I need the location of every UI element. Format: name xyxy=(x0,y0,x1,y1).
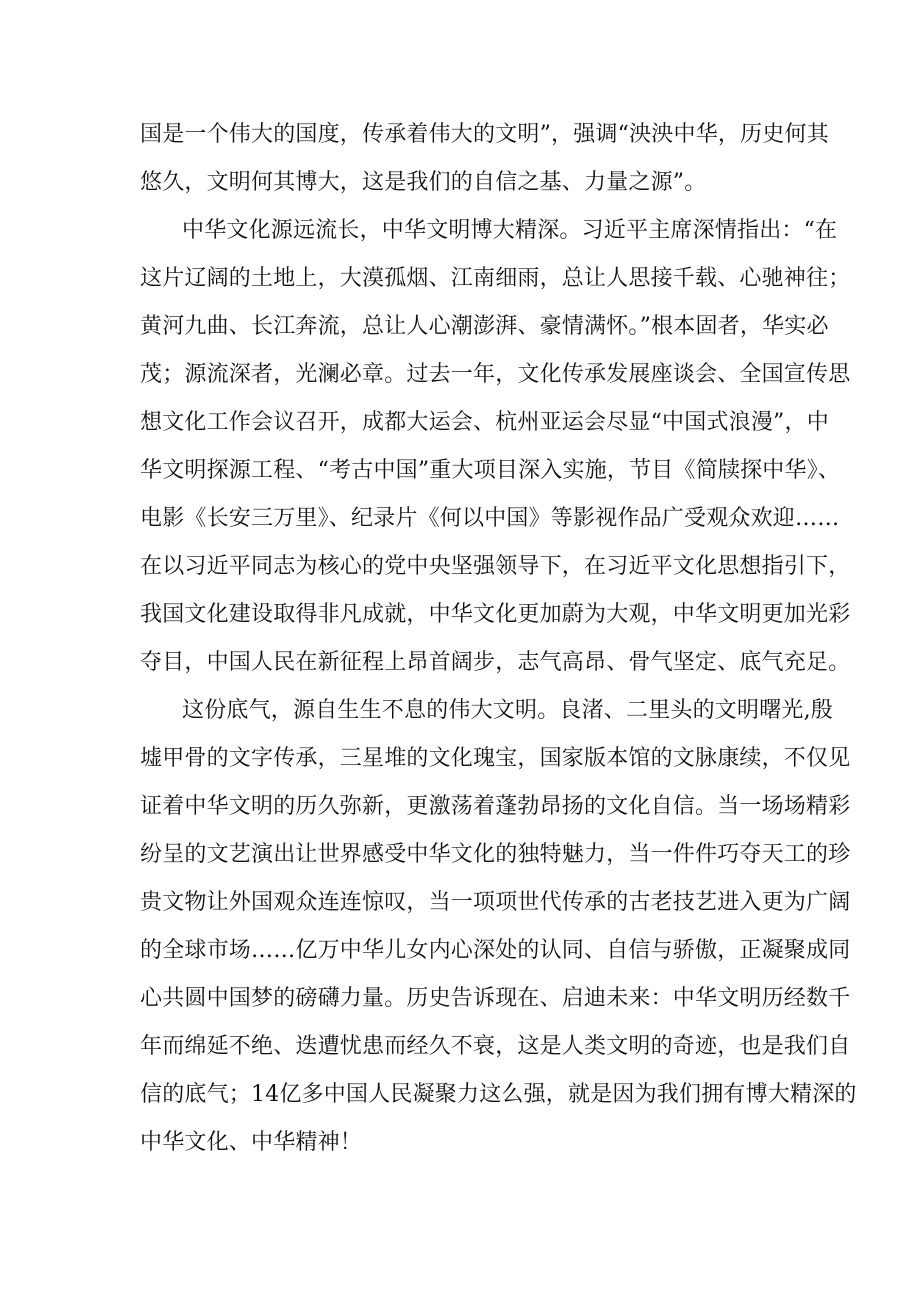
text-line: 电影《长安三万里》、纪录片《何以中国》等影视作品广受观众欢迎…… xyxy=(140,506,840,531)
text-line: 茂；源流深者，光澜必章。过去一年，文化传承发展座谈会、全国宣传思 xyxy=(140,362,851,387)
text-line: 华文明探源工程、“考古中国”重大项目深入实施，节目《简牍探中华》、 xyxy=(140,458,841,483)
text-line: 中华文化源远流长，中华文明博大精深。习近平主席深情指出：“在 xyxy=(182,218,838,243)
text-line: 我国文化建设取得非凡成就，中华文化更加蔚为大观，中华文明更加光彩 xyxy=(140,602,851,627)
text-line: 黄河九曲、长江奔流，总让人心潮澎湃、豪情满怀。”根本固者，华实必 xyxy=(140,314,829,339)
text-line: 这份底气，源自生生不息的伟大文明。良渚、二里头的文明曙光,殷 xyxy=(182,698,833,723)
text-line: 墟甲骨的文字传承，三星堆的文化瑰宝，国家版本馆的文脉康续，不仅见 xyxy=(140,746,851,771)
text-line: 悠久，文明何其博大，这是我们的自信之基、力量之源”。 xyxy=(140,170,707,195)
text-line: 夺目，中国人民在新征程上昂首阔步，志气高昂、骨气坚定、底气充足。 xyxy=(140,650,851,675)
text-line: 在以习近平同志为核心的党中央坚强领导下，在习近平文化思想指引下， xyxy=(140,554,851,579)
text-line: 贵文物让外国观众连连惊叹，当一项项世代传承的古老技艺进入更为广阔 xyxy=(140,890,851,915)
text-line: 心共圆中国梦的磅礴力量。历史告诉现在、启迪未来：中华文明历经数千 xyxy=(140,986,851,1011)
text-line: 证着中华文明的历久弥新，更激荡着蓬勃昂扬的文化自信。当一场场精彩 xyxy=(140,794,851,819)
text-line: 纷呈的文艺演出让世界感受中华文化的独特魅力，当一件件巧夺天工的珍 xyxy=(140,842,851,867)
text-line: 中华文化、中华精神！ xyxy=(140,1130,363,1155)
text-line: 这片辽阔的土地上，大漠孤烟、江南细雨，总让人思接千载、心驰神往； xyxy=(140,266,851,291)
text-line: 的全球市场……亿万中华儿女内心深处的认同、自信与骄傲，正凝聚成同 xyxy=(140,938,851,963)
text-line: 信的底气；14亿多中国人民凝聚力这么强，就是因为我们拥有博大精深的 xyxy=(140,1082,857,1107)
text-line: 年而绵延不绝、迭遭忧患而经久不衰，这是人类文明的奇迹，也是我们自 xyxy=(140,1034,851,1059)
text-line: 想文化工作会议召开，成都大运会、杭州亚运会尽显“中国式浪漫”，中 xyxy=(140,410,829,435)
text-line: 国是一个伟大的国度，传承着伟大的文明”，强调“泱泱中华，历史何其 xyxy=(140,122,829,147)
